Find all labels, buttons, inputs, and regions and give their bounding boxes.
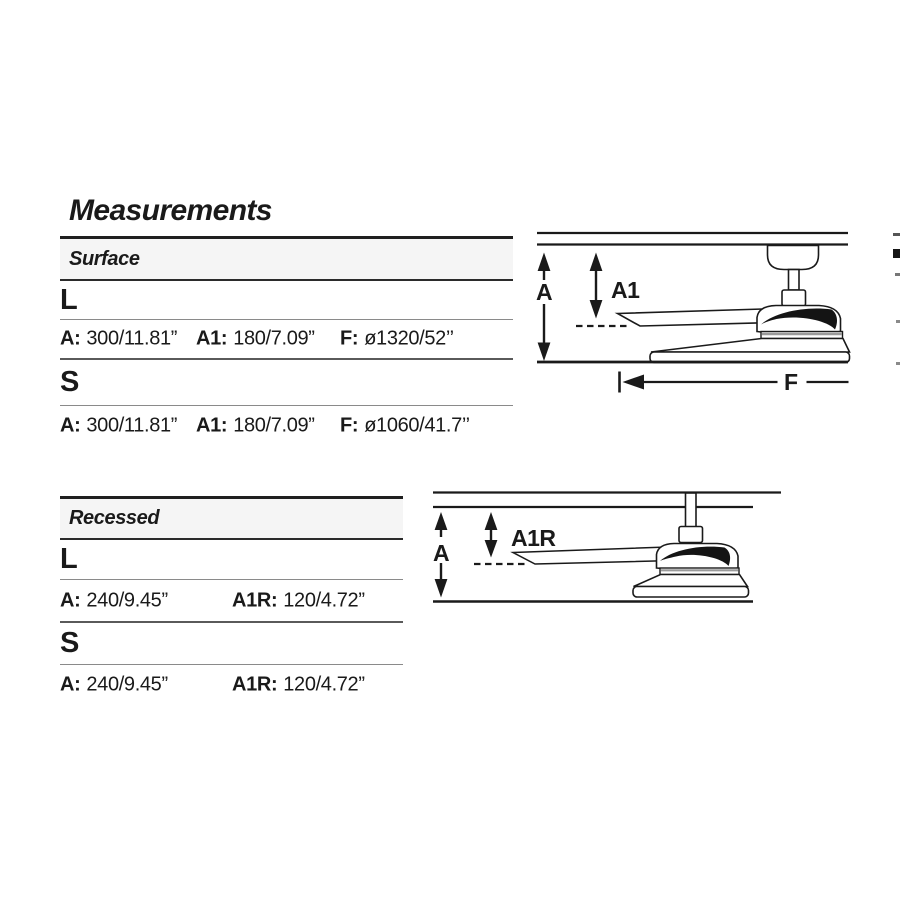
light-shade-rim: [633, 587, 749, 598]
spec-a1r-label: A1R:: [232, 589, 278, 611]
edge-artifact: [893, 233, 900, 236]
spec-f-value: ø1060/41.7’’: [364, 414, 470, 437]
spec-a1: [196, 328, 315, 351]
spec-a-label: A:: [60, 673, 81, 696]
spec-a: [60, 589, 168, 612]
label-a1: A1: [611, 277, 640, 303]
label-a: A: [535, 279, 553, 305]
dimension-arrow-a: [536, 253, 552, 362]
light-shade-cone: [651, 339, 850, 353]
recessed-row-s-title: [60, 623, 403, 665]
spec-a1r: [232, 674, 365, 697]
spec-a1-label: A1:: [196, 414, 228, 437]
fan-downrod: [789, 270, 800, 291]
dimension-arrow-a1r: [485, 512, 557, 558]
fan-illustration: [576, 246, 850, 363]
label-a1r: A1R: [511, 525, 556, 551]
spec-a1-label: A1:: [196, 327, 228, 350]
surface-header-label: Surface: [69, 247, 140, 270]
dimension-arrow-f: [620, 369, 849, 395]
recessed-header-label: Recessed: [69, 507, 160, 529]
spec-a1r-value: 120/4.72”: [283, 673, 365, 696]
surface-section-header: [60, 236, 513, 281]
surface-row-l-specs: [60, 320, 513, 360]
spec-a-label: A:: [60, 589, 81, 611]
spec-a1r-label: A1R:: [232, 673, 278, 696]
label-f: F: [784, 369, 798, 395]
recessed-section-header: [60, 496, 403, 540]
fan-coupler: [782, 290, 806, 306]
label-a: A: [432, 540, 450, 566]
spec-a-value: 240/9.45”: [86, 589, 168, 611]
surface-row-s-title: [60, 360, 513, 406]
variant-letter: L: [60, 543, 78, 575]
recessed-table: [60, 496, 403, 705]
page-title: Measurements: [69, 194, 272, 227]
surface-row-l-title: [60, 281, 513, 320]
recessed-row-l-specs: [60, 580, 403, 623]
spec-a: [60, 674, 168, 697]
spec-f: [340, 415, 470, 438]
dimension-arrow-a1: [590, 253, 641, 319]
surface-table: [60, 236, 513, 446]
spec-a-value: 300/11.81”: [86, 327, 178, 350]
fan-coupler: [679, 527, 703, 543]
spec-a1-value: 180/7.09”: [233, 327, 315, 350]
recessed-mount-diagram: [430, 483, 785, 610]
surface-row-s-specs: [60, 406, 513, 446]
spec-a1: [196, 415, 315, 438]
spec-a-value: 240/9.45”: [86, 673, 168, 696]
edge-artifact: [895, 273, 900, 276]
spec-a1r-value: 120/4.72”: [283, 589, 365, 611]
fan-downrod: [686, 493, 697, 527]
spec-a-label: A:: [60, 327, 81, 350]
spec-a1r: [232, 589, 365, 612]
ceiling-lines: [537, 233, 848, 245]
spec-a-value: 300/11.81”: [86, 414, 178, 437]
spec-f-value: ø1320/52’’: [364, 327, 454, 350]
spec-a: [60, 415, 177, 438]
edge-artifact: [896, 362, 900, 365]
dimension-arrow-a: [433, 512, 449, 598]
variant-letter: S: [60, 627, 80, 659]
spec-f-label: F:: [340, 414, 359, 437]
spec-a-label: A:: [60, 414, 81, 437]
ceiling-lines: [433, 493, 781, 508]
variant-letter: S: [60, 366, 80, 398]
edge-artifact: [896, 320, 900, 323]
edge-artifact: [893, 249, 900, 258]
recessed-row-l-title: [60, 540, 403, 580]
spec-a1-value: 180/7.09”: [233, 414, 315, 437]
light-shade-cone: [634, 575, 748, 587]
fan-canopy: [768, 246, 819, 270]
spec-f: [340, 328, 454, 351]
recessed-row-s-specs: [60, 665, 403, 705]
variant-letter: L: [60, 283, 78, 316]
surface-mount-diagram: [530, 225, 860, 400]
spec-f-label: F:: [340, 327, 359, 350]
spec-a: [60, 328, 177, 351]
